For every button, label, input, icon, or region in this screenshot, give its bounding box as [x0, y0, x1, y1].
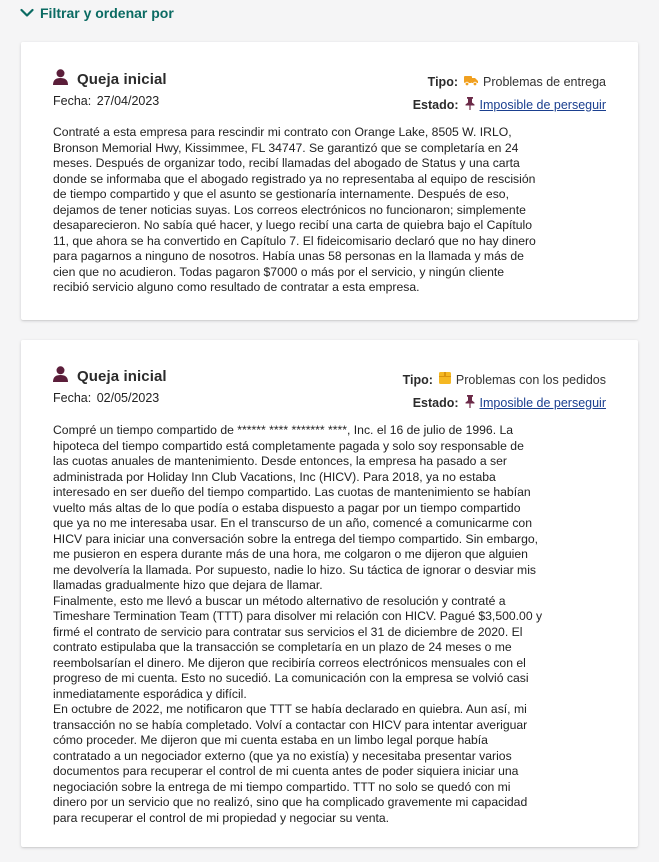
complaint-card: [21, 42, 638, 320]
complaint-date: [53, 94, 159, 108]
date-label: Fecha:: [53, 391, 92, 405]
complaint-meta: [413, 70, 606, 116]
status-label: Estado:: [412, 97, 459, 112]
truck-icon: [464, 75, 478, 89]
pin-icon: [465, 395, 475, 411]
pin-icon: [465, 97, 475, 113]
date-label: Fecha:: [53, 94, 92, 108]
complaint-meta: [403, 368, 606, 414]
complaint-body: Compré un tiempo compartido de ****** **** ******* ****, Inc. el 16 de julio de 1996. La hipoteca del tiempo compartido está completamente pagada y solo soy responsable de las cuotas anuales de mantenimiento. Desde entonces, la empresa ha pasado a ser administrada por Holiday Inn Club Vacations, Inc (HICV). Para 2018, ya no estaba interesado en ser dueño del tiempo compartido. Las cuotas de mantenimiento se habían vuelto más altas de lo que podía o estaba dispuesto a pagar por un tiempo compartido que ya no me interesaba usar. En el transcurso de un año, comencé a comunicarme con HICV para iniciar una conversación sobre la entrega del tiempo compartido. Sin embargo, me pusieron en espera durante más de una hora, me colgaron o me dijeron que alguien me devolvería la llamada. Por supuesto, nadie lo hizo. Su táctica de ignorar o desviar mis llamadas gradualmente hizo que dejara de llamar. Finalmente, esto me llevó a buscar un método alternativo de resolución y contraté a Timeshare Termination Team (TTT) para disolver mi relación con HICV. Pagué $3,500.00 y firmé el contrato de servicio para contratar sus servicios el 31 de diciembre de 2020. El contrato estipulaba que la transacción se completaría en un plazo de 24 meses o me reembolsarían el dinero. Me dijeron que recibiría correos electrónicos mensuales con el progreso de mi cuenta. Esto no sucedió. La comunicación con la empresa se volvió casi inmediatamente esporádica y difícil. En octubre de 2022, me notificaron que TTT se había declarado en quiebra. Aun así, mi transacción no se había completado. Volví a contactar con HICV para intentar averiguar cómo proceder. Me dijeron que mi cuenta estaba en un limbo legal porque había contratado a un negociador externo (que ya no existía) y necesitaba presentar varios documentos para recuperar el control de mi cuenta antes de poder siquiera iniciar una negociación sobre la entrega de mi tiempo compartido. TTT no solo se quedó con mi dinero por un servicio que no realizó, sino que ha complicado gravemente mi capacidad para recuperar el control de mi propiedad y negociar su venta.: [53, 423, 543, 825]
complaint-card: [21, 340, 638, 847]
package-icon: [439, 372, 451, 387]
chevron-down-icon: [20, 8, 34, 18]
type-value: Problemas de entrega: [483, 74, 606, 89]
complaint-title: Queja inicial: [77, 71, 167, 88]
status-link[interactable]: Imposible de perseguir: [479, 97, 606, 112]
complaint-title-row: [53, 366, 167, 387]
user-icon: [53, 69, 68, 90]
type-value: Problemas con los pedidos: [455, 372, 606, 387]
complaint-date: [53, 391, 159, 405]
complaint-body: Contraté a esta empresa para rescindir mi contrato con Orange Lake, 8505 W. IRLO, Bronson Memorial Hwy, Kissimmee, FL 34747. Se garantizó que se completaría en 24 meses. Después de organizar todo, recibí llamadas del abogado de Status y una carta donde se informaba que el abogado registrado ya no representaba al equipo de rescisión de tiempo compartido y que el asunto se gestionaría internamente. Después de eso, dejamos de tener noticias suyas. Los correos electrónicos no funcionaron; simplemente desaparecieron. No sabía qué hacer, y luego recibí una carta de quiebra bajo el Capítulo 11, que ahora se ha convertido en Capítulo 7. El fideicomisario declaró que no hay dinero para pagarnos a ninguno de nosotros. Había unas 58 personas en la llamada y más de cien que no acudieron. Todas pagaron $7000 o más por el servicio, y ningún cliente recibió servicio alguno como resultado de contratar a esta empresa.: [53, 125, 536, 294]
type-label: Tipo:: [402, 372, 433, 387]
date-value: 27/04/2023: [96, 94, 160, 108]
user-icon: [53, 366, 68, 387]
filter-sort-label: Filtrar y ordenar por: [40, 5, 174, 21]
type-label: Tipo:: [427, 74, 458, 89]
complaint-title-row: [53, 69, 167, 90]
complaint-title: Queja inicial: [77, 368, 167, 385]
status-label: Estado:: [412, 395, 459, 410]
status-link[interactable]: Imposible de perseguir: [479, 395, 606, 410]
date-value: 02/05/2023: [96, 391, 160, 405]
filter-sort-toggle[interactable]: [20, 5, 174, 21]
